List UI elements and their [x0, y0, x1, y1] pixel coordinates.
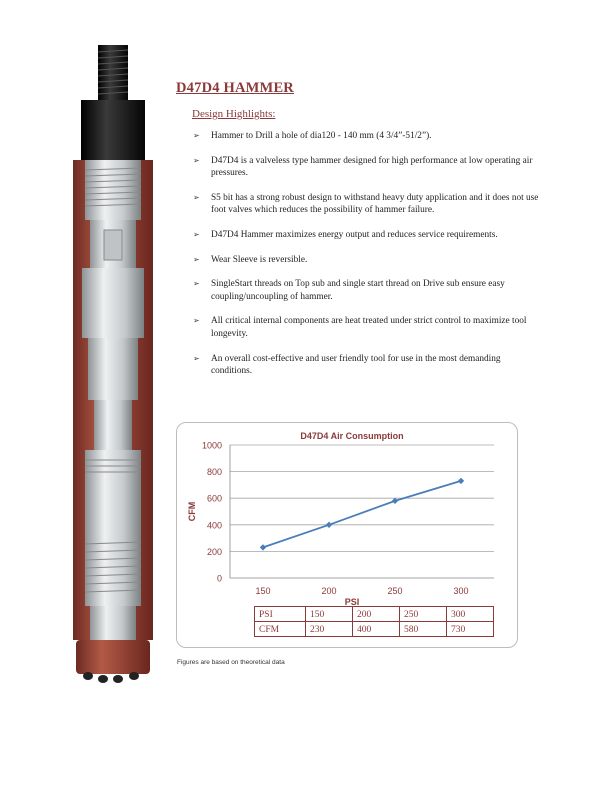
list-item: ➢ An overall cost-effective and user friendly tool for use in the most demanding conditions.	[193, 353, 501, 377]
chart-title: D47D4 Air Consumption	[300, 431, 404, 441]
internal-components	[82, 160, 144, 640]
air-consumption-table	[254, 606, 494, 637]
table-cell: 200	[353, 607, 400, 622]
table-cell: 400	[353, 622, 400, 637]
list-item: ➢ D47D4 is a valveless type hammer designed for high performance at low operating air pressures.	[193, 155, 533, 179]
y-axis-label: CFM	[187, 501, 197, 522]
table-cell: 150	[306, 607, 353, 622]
top-sub	[81, 100, 145, 160]
y-tick-label: 200	[206, 546, 222, 557]
table-cell: 300	[447, 607, 494, 622]
table-header-cell: CFM	[255, 622, 306, 637]
y-tick-label: 0	[216, 573, 222, 584]
arrow-right-icon: ➢	[193, 279, 200, 289]
x-tick-label: 200	[321, 586, 337, 596]
x-tick-label: 300	[453, 586, 469, 596]
series-line	[263, 481, 461, 548]
table-cell: 730	[447, 622, 494, 637]
top-thread	[98, 45, 128, 100]
design-highlights-list	[193, 130, 543, 378]
y-tick-label: 400	[206, 520, 222, 531]
arrow-right-icon: ➢	[193, 155, 200, 165]
arrow-right-icon: ➢	[193, 192, 200, 202]
y-tick-label: 800	[206, 467, 222, 478]
arrow-right-icon: ➢	[193, 254, 200, 264]
table-row	[255, 622, 494, 637]
list-item: ➢ Wear Sleeve is reversible.	[193, 254, 308, 265]
table-row	[255, 607, 494, 622]
footnote: Figures are based on theoretical data	[177, 659, 285, 666]
bit-head	[76, 640, 150, 683]
section-subtitle: Design Highlights:	[192, 108, 276, 120]
list-item: ➢ All critical internal components are heat treated under strict control to maximize tool longevity.	[193, 316, 527, 339]
page-title: D47D4 HAMMER	[176, 80, 294, 96]
list-item: ➢ Hammer to Drill a hole of dia120 - 140 mm (4 3/4”-51/2”).	[193, 131, 432, 141]
list-item: ➢ SingleStart threads on Top sub and single start thread on Drive sub ensure easy coupling/uncoupling of hammer.	[193, 279, 505, 302]
x-axis-label: PSI	[344, 597, 360, 607]
table-cell: 230	[306, 622, 353, 637]
data-point	[260, 544, 266, 550]
table-cell: 250	[400, 607, 447, 622]
arrow-right-icon: ➢	[193, 353, 200, 363]
list-item: ➢ S5 bit has a strong robust design to withstand heavy duty application and it does not use foot valves which reduces the possibility of hammer failure.	[193, 192, 539, 216]
arrow-right-icon: ➢	[193, 131, 200, 140]
y-tick-label: 1000	[201, 440, 222, 451]
data-point	[458, 478, 464, 484]
table-cell: 580	[400, 622, 447, 637]
x-tick-label: 150	[255, 586, 271, 596]
arrow-right-icon: ➢	[193, 316, 200, 326]
x-tick-label: 250	[387, 586, 403, 596]
list-item: ➢ D47D4 Hammer maximizes energy output and reduces service requirements.	[193, 229, 498, 240]
hammer-illustration	[68, 40, 158, 690]
data-point	[392, 498, 398, 504]
table-header-cell: PSI	[255, 607, 306, 622]
arrow-right-icon: ➢	[193, 229, 200, 239]
y-tick-label: 600	[206, 493, 222, 504]
data-point	[326, 522, 332, 528]
